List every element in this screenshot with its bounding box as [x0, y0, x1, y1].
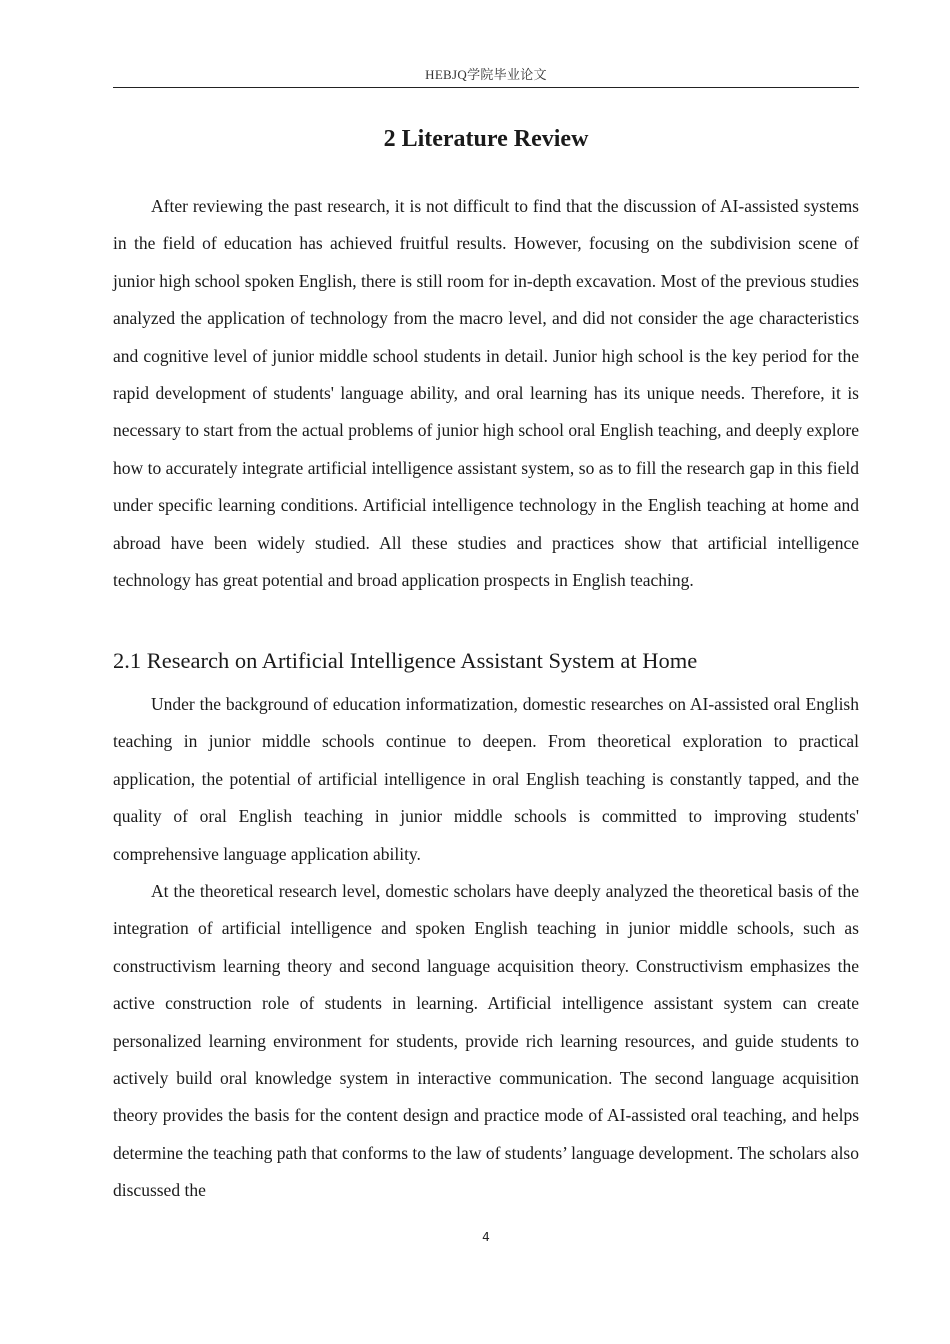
section-heading: 2.1 Research on Artificial Intelligence Assistant System at Home [113, 648, 698, 673]
page-number: 4 [482, 1230, 490, 1244]
section-paragraph-2: At the theoretical research level, domestic scholars have deeply analyzed the theoretical basis of the integration of artificial intelligence and spoken English teaching in junior middle schools, such as constructivism learning theory and second language acquisition theory. Constructivism emphasizes the active construction role of students in learning. Artificial intelligence assistant system can create personalized learning environment for students, provide rich learning resources, and guide students to actively build oral knowledge system in interactive communication. The second language acquisition theory provides the basis for the content design and practice mode of AI-assisted oral teaching, and helps determine the teaching path that conforms to the law of students’ language development. The scholars also discussed the [113, 881, 859, 1201]
intro-paragraph: After reviewing the past research, it is not difficult to find that the discussion of AI-assisted systems in the field of education has achieved fruitful results. However, focusing on the subdivision scene of junior high school spoken English, there is still room for in-depth excavation. Most of the previous studies analyzed the application of technology from the macro level, and did not consider the age characteristics and cognitive level of junior middle school students in detail. Junior high school is the key period for the rapid development of students' language ability, and oral learning has its unique needs. Therefore, it is necessary to start from the actual problems of junior high school oral English teaching, and deeply explore how to accurately integrate artificial intelligence assistant system, so as to fill the research gap in this field under specific learning conditions. Artificial intelligence technology in the English teaching at home and abroad have been widely studied. All these studies and practices show that artificial intelligence technology has great potential and broad application prospects in English teaching. [113, 196, 859, 591]
chapter-title: 2 Literature Review [383, 126, 589, 152]
section-paragraph-1: Under the background of education informatization, domestic researches on AI-assisted oral English teaching in junior middle schools continue to deepen. From theoretical exploration to practical application, the potential of artificial intelligence in oral English teaching is constantly tapped, and the quality of oral English teaching in junior middle schools is committed to improving students' comprehensive language application ability. [113, 694, 859, 864]
running-header: HEBJQ学院毕业论文 [425, 67, 547, 82]
header-divider [113, 87, 859, 88]
